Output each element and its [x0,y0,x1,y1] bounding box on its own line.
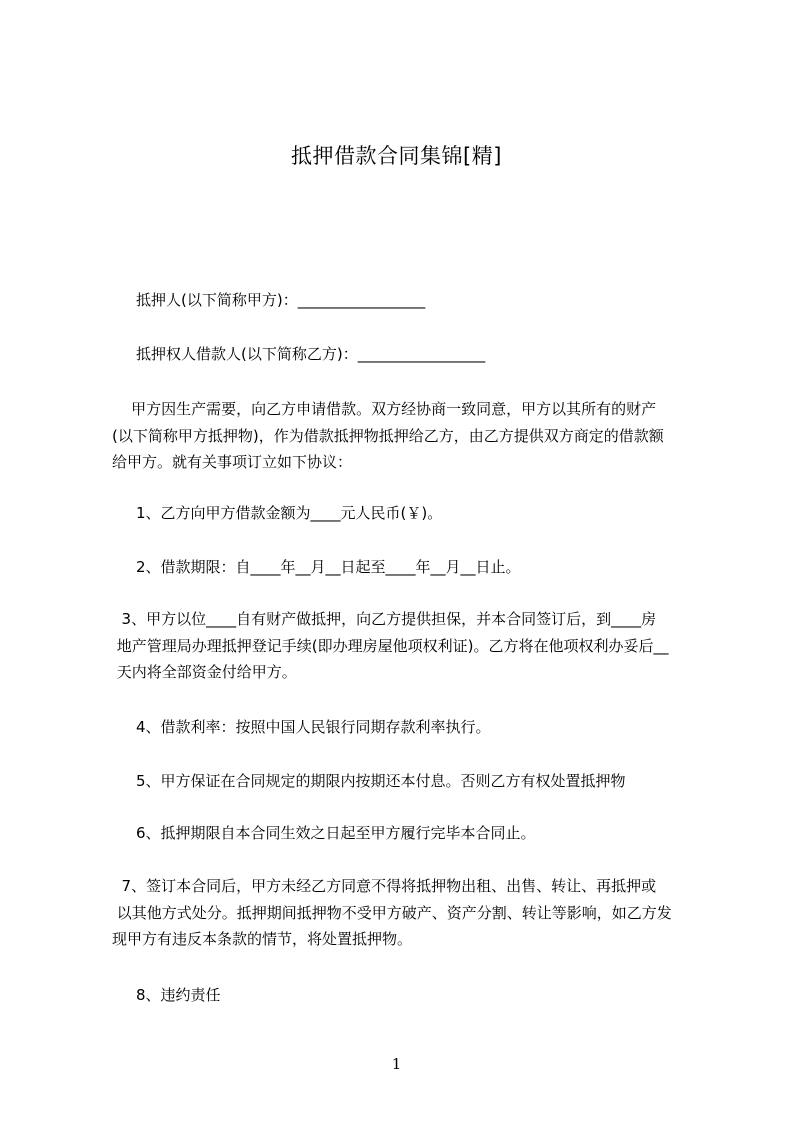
clause-6: 6、抵押期限自本合同生效之日起至甲方履行完毕本合同止。 [136,824,536,842]
party-b-line: 抵押权人借款人(以下简称乙方)：_________________ [136,345,486,363]
clause-3-line: 天内将全部资金付给甲方。 [112,663,297,681]
intro-line: 甲方因生产需要，向乙方申请借款。双方经协商一致同意，甲方以其所有的财产 [112,400,657,418]
party-a-line: 抵押人(以下简称甲方)：_________________ [136,291,426,309]
clause-7-line: 以其他方式处分。抵押期间抵押物不受甲方破产、资产分割、转让等影响，如乙方发 [112,903,672,922]
page-number: 1 [391,1055,402,1073]
clause-3-line: 地产管理局办理抵押登记手续(即办理房屋他项权利证)。乙方将在他项权利办妥后__ [112,636,669,655]
clause-1: 1、乙方向甲方借款金额为____元人民币(￥)。 [136,504,443,522]
clause-4: 4、借款利率：按照中国人民银行同期存款利率执行。 [136,718,491,736]
intro-line: (以下简称甲方抵押物)，作为借款抵押物抵押给乙方，由乙方提供双方商定的借款额 [112,426,664,445]
clause-3-line: 3、甲方以位____自有财产做抵押，向乙方提供担保，并本合同签订后，到____房 [112,610,657,628]
clause-8: 8、违约责任 [136,986,221,1004]
clause-7-line: 7、签订本合同后，甲方未经乙方同意不得将抵押物出租、出售、转让、再抵押或 [112,877,657,895]
clause-2: 2、借款期限：自____年__月__日起至____年__月__日止。 [136,558,521,576]
clause-3-paragraph [112,606,712,686]
document-title: 抵押借款合同集锦[精] [291,144,502,168]
clause-7-paragraph [112,873,712,953]
intro-paragraph [112,396,712,476]
clause-5: 5、甲方保证在合同规定的期限内按期还本付息。否则乙方有权处置抵押物 [136,772,626,790]
intro-line: 给甲方。就有关事项订立如下协议： [112,453,353,471]
clause-7-line: 现甲方有违反本条款的情节，将处置抵押物。 [112,930,413,948]
